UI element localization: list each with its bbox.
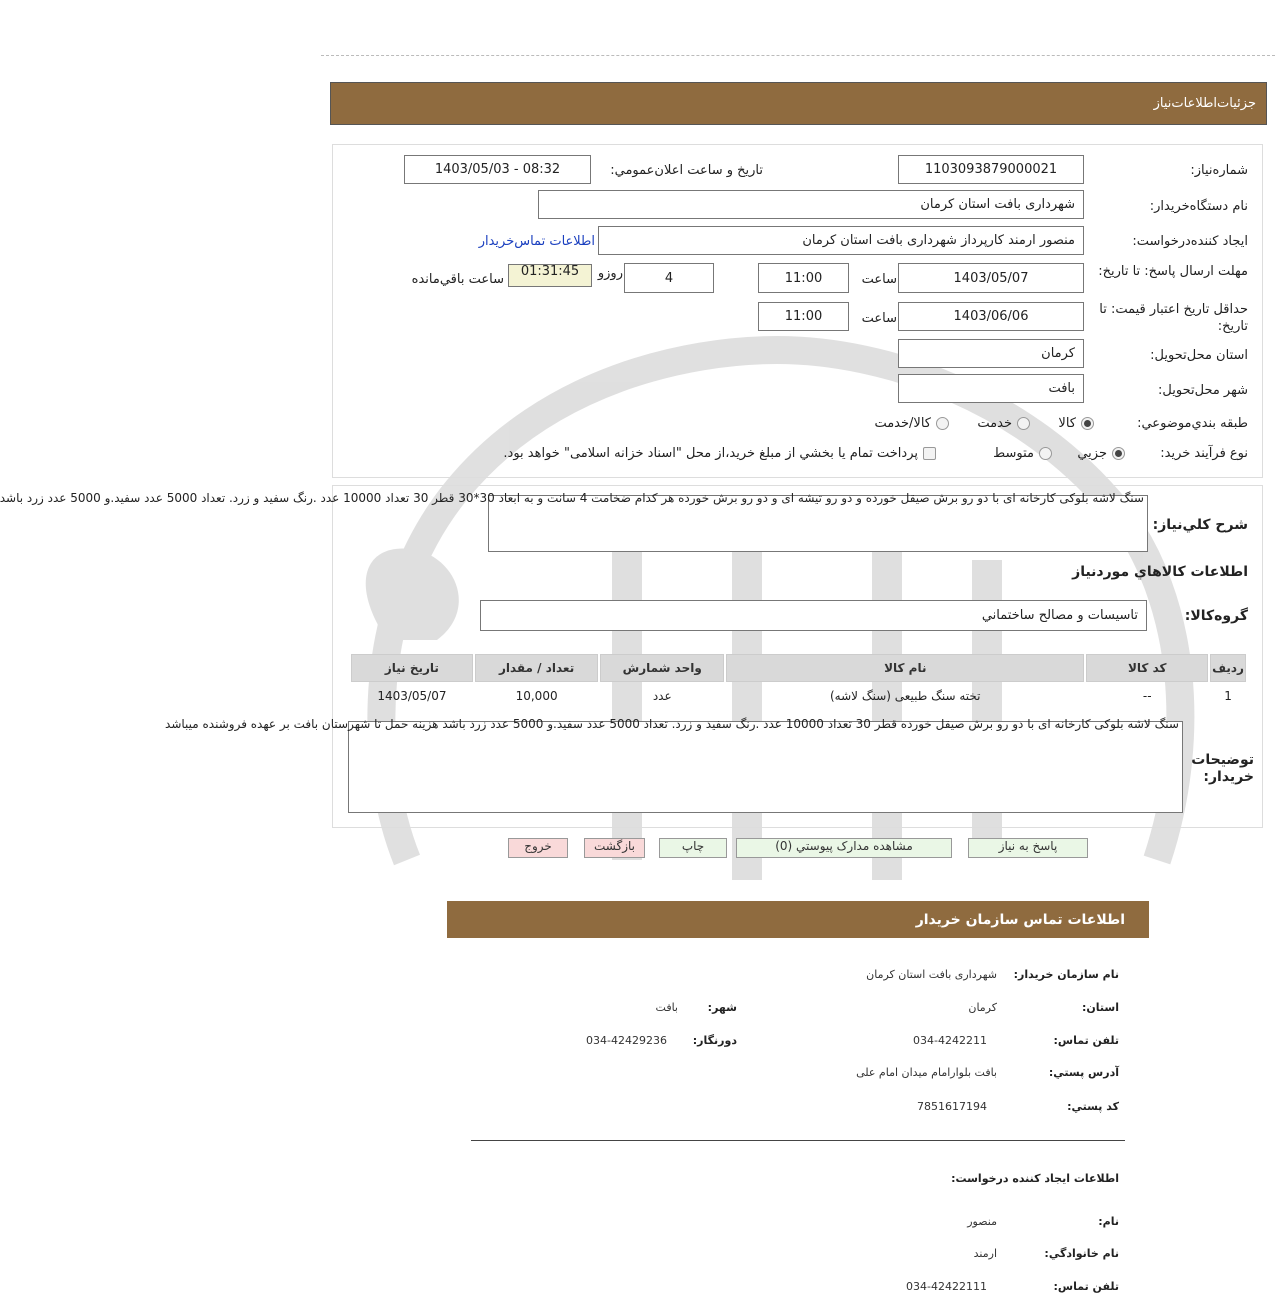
col-name: نام کالا	[726, 654, 1084, 682]
announce-label: تاريخ و ساعت اعلان‌عمومي:	[610, 163, 763, 178]
buyer-org-label: نام دستگاه‌خريدار:	[1149, 199, 1248, 214]
back-button[interactable]: بازگشت	[584, 838, 645, 858]
goods-table	[349, 652, 1248, 710]
contact-header	[447, 901, 1149, 938]
validity-time-label: ساعت	[861, 311, 897, 326]
creator-field: منصور ارمند کارپرداز شهرداری بافت استان کرمان	[598, 226, 1084, 255]
contact-postal-value: 7851617194	[917, 1100, 987, 1113]
deadline-time-field: 11:00	[758, 263, 849, 293]
checkbox-icon[interactable]	[923, 447, 936, 460]
contact-org-value: شهرداری بافت استان کرمان	[866, 968, 997, 981]
deadline-label: مهلت ارسال پاسخ: تا تاريخ:	[1098, 264, 1248, 279]
view-docs-button[interactable]: مشاهده مدارک پيوستي (0)	[736, 838, 952, 858]
contact-divider	[471, 1140, 1125, 1141]
validity-date-field: 1403/06/06	[898, 302, 1084, 331]
col-qty: تعداد / مقدار	[475, 654, 599, 682]
col-unit: واحد شمارش	[600, 654, 724, 682]
contact-org-label: نام سازمان خريدار:	[1013, 968, 1119, 981]
remaining-timer: 01:31:45	[508, 264, 592, 287]
radio-icon[interactable]	[1112, 447, 1125, 460]
contact-fax-value: 034-42429236	[586, 1034, 667, 1047]
contact-city-value: بافت	[655, 1001, 678, 1014]
city-field: بافت	[898, 374, 1084, 403]
contact-city-label: شهر:	[707, 1001, 737, 1014]
deadline-time-label: ساعت	[861, 272, 897, 287]
creator-family-label: نام خانوادگي:	[1044, 1247, 1119, 1260]
contact-title: اطلاعات تماس سازمان خريدار	[915, 911, 1125, 928]
process-label: نوع فرآيند خريد:	[1160, 446, 1248, 461]
top-divider	[321, 55, 1275, 56]
days-label: روزو	[597, 266, 623, 281]
announce-field: 1403/05/03 - 08:32	[404, 155, 591, 184]
radio-icon[interactable]	[936, 417, 949, 430]
goods-section-title: اطلاعات کالاهاي مورد‌نياز	[1072, 564, 1248, 580]
need-number-field: 1103093879000021	[898, 155, 1084, 184]
remaining-label: ساعت باقي‌مانده	[411, 272, 504, 287]
process-option-medium[interactable]: متوسط	[993, 446, 1052, 461]
buyer-notes-label: توضيحات خريدار:	[1191, 752, 1254, 785]
print-button[interactable]: چاپ	[659, 838, 727, 858]
creator-info-title: اطلاعات ايجاد کننده درخواست:	[951, 1172, 1119, 1185]
contact-address-label: آدرس پستي:	[1048, 1066, 1119, 1079]
creator-label: ايجاد کننده‌درخواست:	[1132, 234, 1248, 249]
validity-time-field: 11:00	[758, 302, 849, 331]
contact-province-label: استان:	[1082, 1001, 1119, 1014]
description-field: سنگ لاشه بلوکی کارخانه ای با دو رو برش صیقل خورده و دو رو تیشه ای و دو رو برش خورده هر کدام ضخامت 4 سانت و به ابعاد 30*30 قطر 30 تعداد 10000 عدد .رنگ سفید و زرد. تعداد 5000 عدد سفید.و 5000 عدد زرد باشد	[488, 495, 1148, 552]
contact-phone-value: 034-4242211	[913, 1034, 987, 1047]
goods-group-label: گروه‌کالا:	[1184, 608, 1248, 624]
city-label: شهر محل‌تحويل:	[1158, 383, 1248, 398]
contact-address-value: بافت بلوارامام میدان امام علی	[856, 1066, 997, 1079]
category-option-service[interactable]: خدمت	[977, 416, 1030, 431]
buyer-contact-link[interactable]: اطلاعات تماس‌خريدار	[478, 234, 595, 249]
days-field: 4	[624, 263, 714, 293]
creator-phone-value: 034-42422111	[906, 1280, 987, 1293]
creator-name-value: منصور	[967, 1215, 997, 1228]
buyer-org-field: شهرداری بافت استان کرمان	[538, 190, 1084, 219]
province-label: استان محل‌تحويل:	[1150, 348, 1248, 363]
creator-family-value: ارمند	[973, 1247, 997, 1260]
category-option-goods[interactable]: کالا	[1058, 416, 1094, 431]
contact-province-value: کرمان	[968, 1001, 997, 1014]
goods-group-field: تاسيسات و مصالح ساختماني	[480, 600, 1147, 631]
province-field: کرمان	[898, 339, 1084, 368]
buyer-notes-field: سنگ لاشه بلوکی کارخانه ای با دو رو برش صیقل خورده قطر 30 تعداد 10000 عدد .رنگ سفید و زرد. تعداد 5000 عدد سفید.و 5000 عدد زرد باشد هزینه حمل تا شهرستان بافت بر عهده فروشنده میباشد	[348, 721, 1183, 813]
contact-postal-label: کد پستي:	[1067, 1100, 1119, 1113]
goods-table-header	[351, 654, 1246, 682]
contact-phone-label: تلفن تماس:	[1053, 1034, 1119, 1047]
contact-fax-label: دورنگار:	[692, 1034, 737, 1047]
category-option-goods-service[interactable]: کالا/خدمت	[874, 416, 949, 431]
col-code: کد کالا	[1086, 654, 1208, 682]
radio-icon[interactable]	[1039, 447, 1052, 460]
category-label: طبقه بندي‌موضوعي:	[1137, 416, 1248, 431]
page-header	[330, 82, 1267, 125]
creator-name-label: نام:	[1098, 1215, 1119, 1228]
validity-label: حداقل تاريخ اعتبار قيمت: تا تاريخ:	[1099, 302, 1248, 334]
exit-button[interactable]: خروج	[508, 838, 568, 858]
radio-icon[interactable]	[1081, 417, 1094, 430]
deadline-date-field: 1403/05/07	[898, 263, 1084, 293]
process-option-minor[interactable]: جزيي	[1077, 446, 1125, 461]
radio-icon[interactable]	[1017, 417, 1030, 430]
need-number-label: شماره‌نياز:	[1190, 163, 1248, 178]
payment-option[interactable]: پرداخت تمام يا بخشي از مبلغ خريد،از محل "اسناد خزانه اسلامی" خواهد بود.	[503, 446, 936, 461]
reply-button[interactable]: پاسخ به نياز	[968, 838, 1088, 858]
col-date: تاريخ نياز	[351, 654, 473, 682]
page-title: جزئيات‌اطلاعات‌نياز	[1153, 96, 1256, 111]
description-label: شرح کلي‌نياز:	[1152, 517, 1248, 533]
table-row: 1 -- تخته سنگ طبیعی (سنگ لاشه) عدد 10,000 1403/05/07	[377, 689, 1232, 703]
col-row: رديف	[1210, 654, 1246, 682]
creator-phone-label: تلفن تماس:	[1053, 1280, 1119, 1293]
